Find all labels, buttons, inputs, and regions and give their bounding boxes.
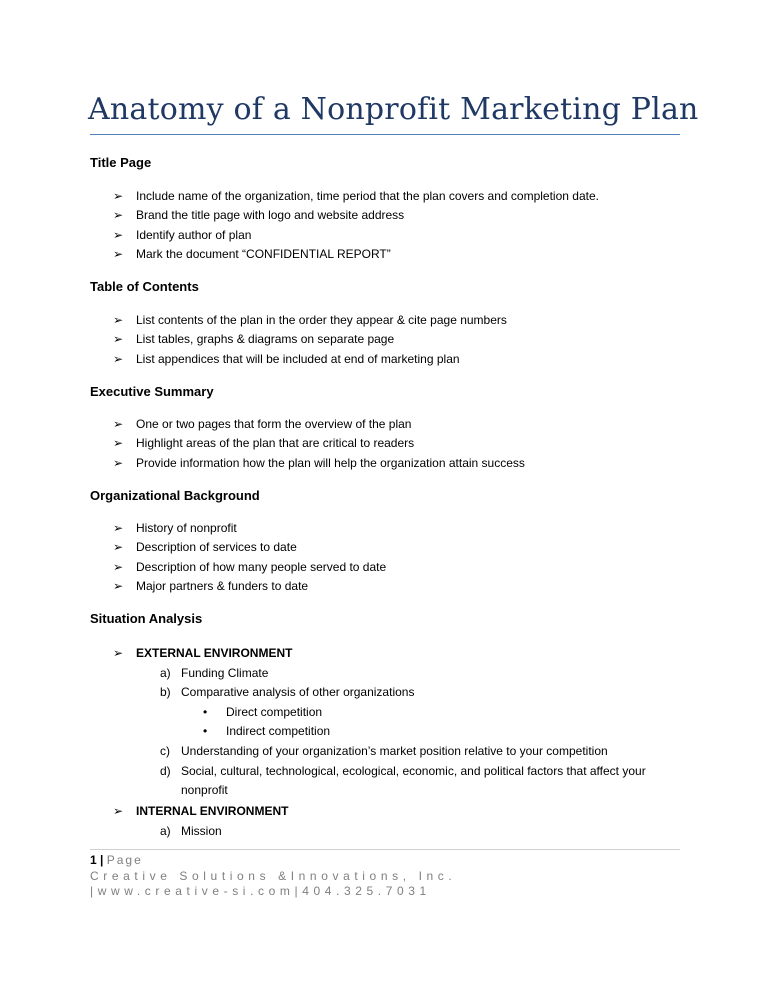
internal-environment-label: INTERNAL ENVIRONMENT xyxy=(136,804,289,818)
list-item: Mission xyxy=(181,824,222,838)
footer-divider xyxy=(90,849,680,850)
list-item-continuation: nonprofit xyxy=(181,783,228,797)
arrow-bullet-icon: ➢ xyxy=(113,456,124,470)
list-item: Funding Climate xyxy=(181,666,269,680)
page-separator: | xyxy=(100,853,104,867)
document-title: Anatomy of a Nonprofit Marketing Plan xyxy=(88,92,699,127)
list-item: Highlight areas of the plan that are critical to readers xyxy=(136,436,415,450)
arrow-bullet-icon: ➢ xyxy=(113,332,124,346)
bullet-icon: • xyxy=(203,724,208,738)
heading-title-page: Title Page xyxy=(90,155,152,170)
list-item: Social, cultural, technological, ecological, economic, and political factors that affect your xyxy=(181,764,646,778)
arrow-bullet-icon: ➢ xyxy=(113,247,124,261)
heading-table-of-contents: Table of Contents xyxy=(90,279,199,294)
external-environment-label: EXTERNAL ENVIRONMENT xyxy=(136,646,293,660)
bullet-icon: • xyxy=(203,705,208,719)
list-item: Indirect competition xyxy=(226,724,331,738)
list-marker: a) xyxy=(160,666,171,680)
list-marker: b) xyxy=(160,685,171,699)
list-item: Direct competition xyxy=(226,705,323,719)
list-item: Description of how many people served to date xyxy=(136,560,387,574)
list-item: Brand the title page with logo and website address xyxy=(136,208,405,222)
list-item: List tables, graphs & diagrams on separate page xyxy=(136,332,395,346)
list-item: Provide information how the plan will help the organization attain success xyxy=(136,456,525,470)
arrow-bullet-icon: ➢ xyxy=(113,313,124,327)
arrow-bullet-icon: ➢ xyxy=(113,579,124,593)
arrow-bullet-icon: ➢ xyxy=(113,804,124,818)
arrow-bullet-icon: ➢ xyxy=(113,228,124,242)
list-item: Description of services to date xyxy=(136,540,297,554)
title-underline xyxy=(90,134,680,135)
arrow-bullet-icon: ➢ xyxy=(113,189,124,203)
list-item: Understanding of your organization’s market position relative to your competition xyxy=(181,744,608,758)
list-marker: d) xyxy=(160,764,171,778)
page-number-value: 1 xyxy=(90,853,97,867)
footer-contact: |www.creative-si.com|404.325.7031 xyxy=(90,884,431,898)
list-item: History of nonprofit xyxy=(136,521,237,535)
list-item: Comparative analysis of other organizations xyxy=(181,685,415,699)
page-label: Page xyxy=(106,853,143,867)
list-item: Mark the document “CONFIDENTIAL REPORT” xyxy=(136,247,391,261)
list-item: List contents of the plan in the order they appear & cite page numbers xyxy=(136,313,507,327)
arrow-bullet-icon: ➢ xyxy=(113,646,124,660)
arrow-bullet-icon: ➢ xyxy=(113,352,124,366)
list-item: List appendices that will be included at end of marketing plan xyxy=(136,352,460,366)
page-number xyxy=(90,853,143,868)
heading-situation-analysis: Situation Analysis xyxy=(90,611,203,626)
list-item: Identify author of plan xyxy=(136,228,252,242)
arrow-bullet-icon: ➢ xyxy=(113,560,124,574)
list-marker: a) xyxy=(160,824,171,838)
heading-executive-summary: Executive Summary xyxy=(90,384,214,399)
list-item: Major partners & funders to date xyxy=(136,579,309,593)
arrow-bullet-icon: ➢ xyxy=(113,540,124,554)
arrow-bullet-icon: ➢ xyxy=(113,417,124,431)
arrow-bullet-icon: ➢ xyxy=(113,521,124,535)
heading-organizational-background: Organizational Background xyxy=(90,488,260,503)
list-marker: c) xyxy=(160,744,170,758)
arrow-bullet-icon: ➢ xyxy=(113,208,124,222)
list-item: Include name of the organization, time period that the plan covers and completion date. xyxy=(136,189,599,203)
arrow-bullet-icon: ➢ xyxy=(113,436,124,450)
footer-company: Creative Solutions &Innovations, Inc. xyxy=(90,869,457,883)
list-item: One or two pages that form the overview of the plan xyxy=(136,417,412,431)
